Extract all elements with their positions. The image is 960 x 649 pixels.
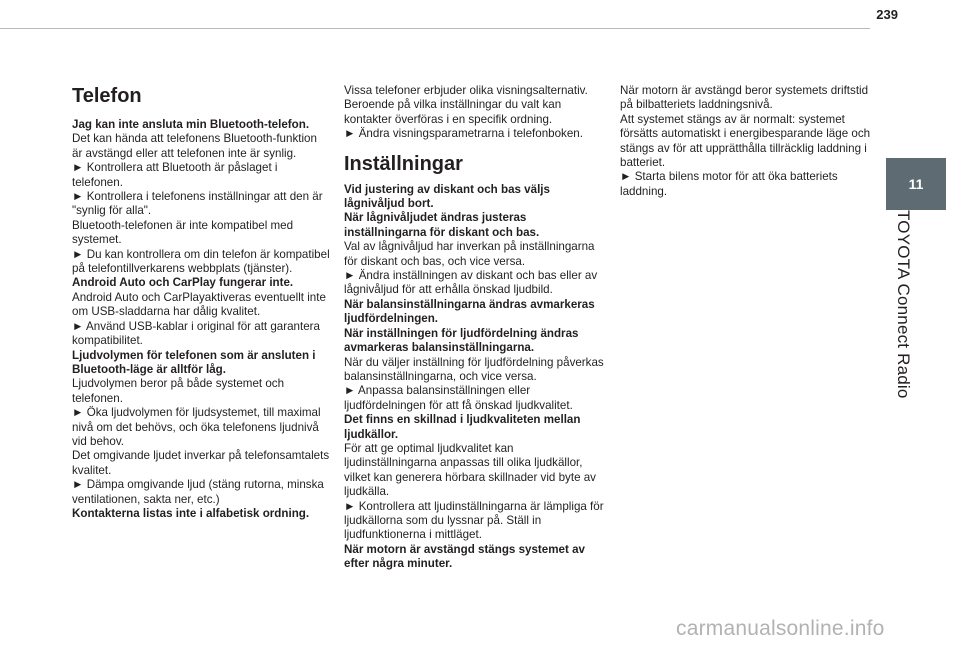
instruction-line: ► Kontrollera att Bluetooth är påslaget i telefonen. [72,161,278,189]
chapter-title: TOYOTA Connect Radio [894,210,913,399]
body-text: Att systemet stängs av är normalt: systemet försätts automatiskt i energibesparande läge och stängs av för att upprätthålla tillräcklig laddning i batteriet. [620,112,871,170]
bold-question: När lågnivåljudet ändras justeras inställningarna för diskant och bas. [344,211,540,239]
chapter-number-tab[interactable]: 11 [886,158,946,210]
bold-question: Kontakterna listas inte i alfabetisk ordning. [72,506,310,520]
body-text: För att ge optimal ljudkvalitet kan ljudinställningarna anpassas till olika ljudkällor, vilket kan generera hörbara skillnader vid byte av ljudkälla. [344,441,596,499]
instruction-line: ► Ändra inställningen av diskant och bas eller av lågnivåljud för att erhålla önskad ljudbild. [344,269,598,297]
section-heading-installningar: Inställningar [344,152,463,175]
instruction-line: ► Dämpa omgivande ljud (stäng rutorna, minska ventilationen, sakta ner, etc.) [72,478,324,506]
body-text: Bluetooth-telefonen är inte kompatibel med systemet. [72,218,294,247]
body-text: Ljudvolymen beror på både systemet och telefonen. [72,377,285,405]
page-number: 239 [876,7,898,22]
instruction-line: ► Öka ljudvolymen för ljudsystemet, till maximal nivå om det behövs, och öka telefonens ljudnivå vid behov. [72,406,321,448]
bold-question: Android Auto och CarPlay fungerar inte. [72,276,294,290]
column-2-intro [344,84,606,142]
body-text: Vissa telefoner erbjuder olika visningsalternativ. Beroende på vilka inställningar du valt kan kontakter överföras i en specifik ordning. [344,84,588,126]
column-2 [344,84,606,572]
header-divider [0,28,870,29]
column-3 [620,84,878,199]
bold-question: När motorn är avstängd stängs systemet av efter några minuter. [344,542,585,571]
body-text: När motorn är avstängd beror systemets driftstid på bilbatteriets laddningsnivå. [620,84,869,112]
bold-question: När balansinställningarna ändras avmarkeras ljudfördelningen. [344,297,595,326]
bold-question: Det finns en skillnad i ljudkvaliteten mellan ljudkällor. [344,413,581,441]
column-1 [72,84,330,521]
instruction-line: ► Anpassa balansinställningen eller ljudfördelningen för att få önskad ljudkvalitet. [344,384,573,412]
bold-question: Ljudvolymen för telefonen som är ansluten i Bluetooth-läge är alltför låg. [72,348,316,376]
watermark: carmanualsonline.info [676,617,885,640]
bold-question: Jag kan inte ansluta min Bluetooth-telefon. [72,118,310,131]
body-text: Android Auto och CarPlayaktiveras eventuellt inte om USB-sladdarna har dålig kvalitet. [72,290,326,319]
instruction-line: ► Ändra visningsparametrarna i telefonboken. [344,127,583,141]
instruction-line: ► Använd USB-kablar i original för att garantera kompatibilitet. [72,319,320,348]
column-2-body [344,183,606,572]
section-heading-telefon: Telefon [72,85,142,107]
body-text: Det kan hända att telefonens Bluetooth-funktion är avstängd eller att telefonen inte är synlig. [72,132,317,160]
bold-question: När inställningen för ljudfördelning ändras avmarkeras balansinställningarna. [344,326,579,355]
instruction-line: ► Du kan kontrollera om din telefon är kompatibel på telefontillverkarens webbplats (tjänster). [72,247,330,276]
body-text: När du väljer inställning för ljudfördelning påverkas balansinställningarna, och vice versa. [344,355,604,383]
instruction-line: ► Starta bilens motor för att öka batteriets laddning. [620,170,838,198]
bold-question: Vid justering av diskant och bas väljs lågnivåljud bort. [344,182,550,211]
column-3-body [620,84,878,199]
column-1-body [72,118,330,521]
instruction-line: ► Kontrollera i telefonens inställningar att den är "synlig för alla". [72,190,323,218]
body-text: Det omgivande ljudet inverkar på telefonsamtalets kvalitet. [72,449,330,477]
body-text: Val av lågnivåljud har inverkan på inställningarna för diskant och bas, och vice versa. [344,240,595,268]
instruction-line: ► Kontrollera att ljudinställningarna är lämpliga för ljudkällorna som du lyssnar på. Ställ in ljudfunktionerna i mittläget. [344,499,604,542]
